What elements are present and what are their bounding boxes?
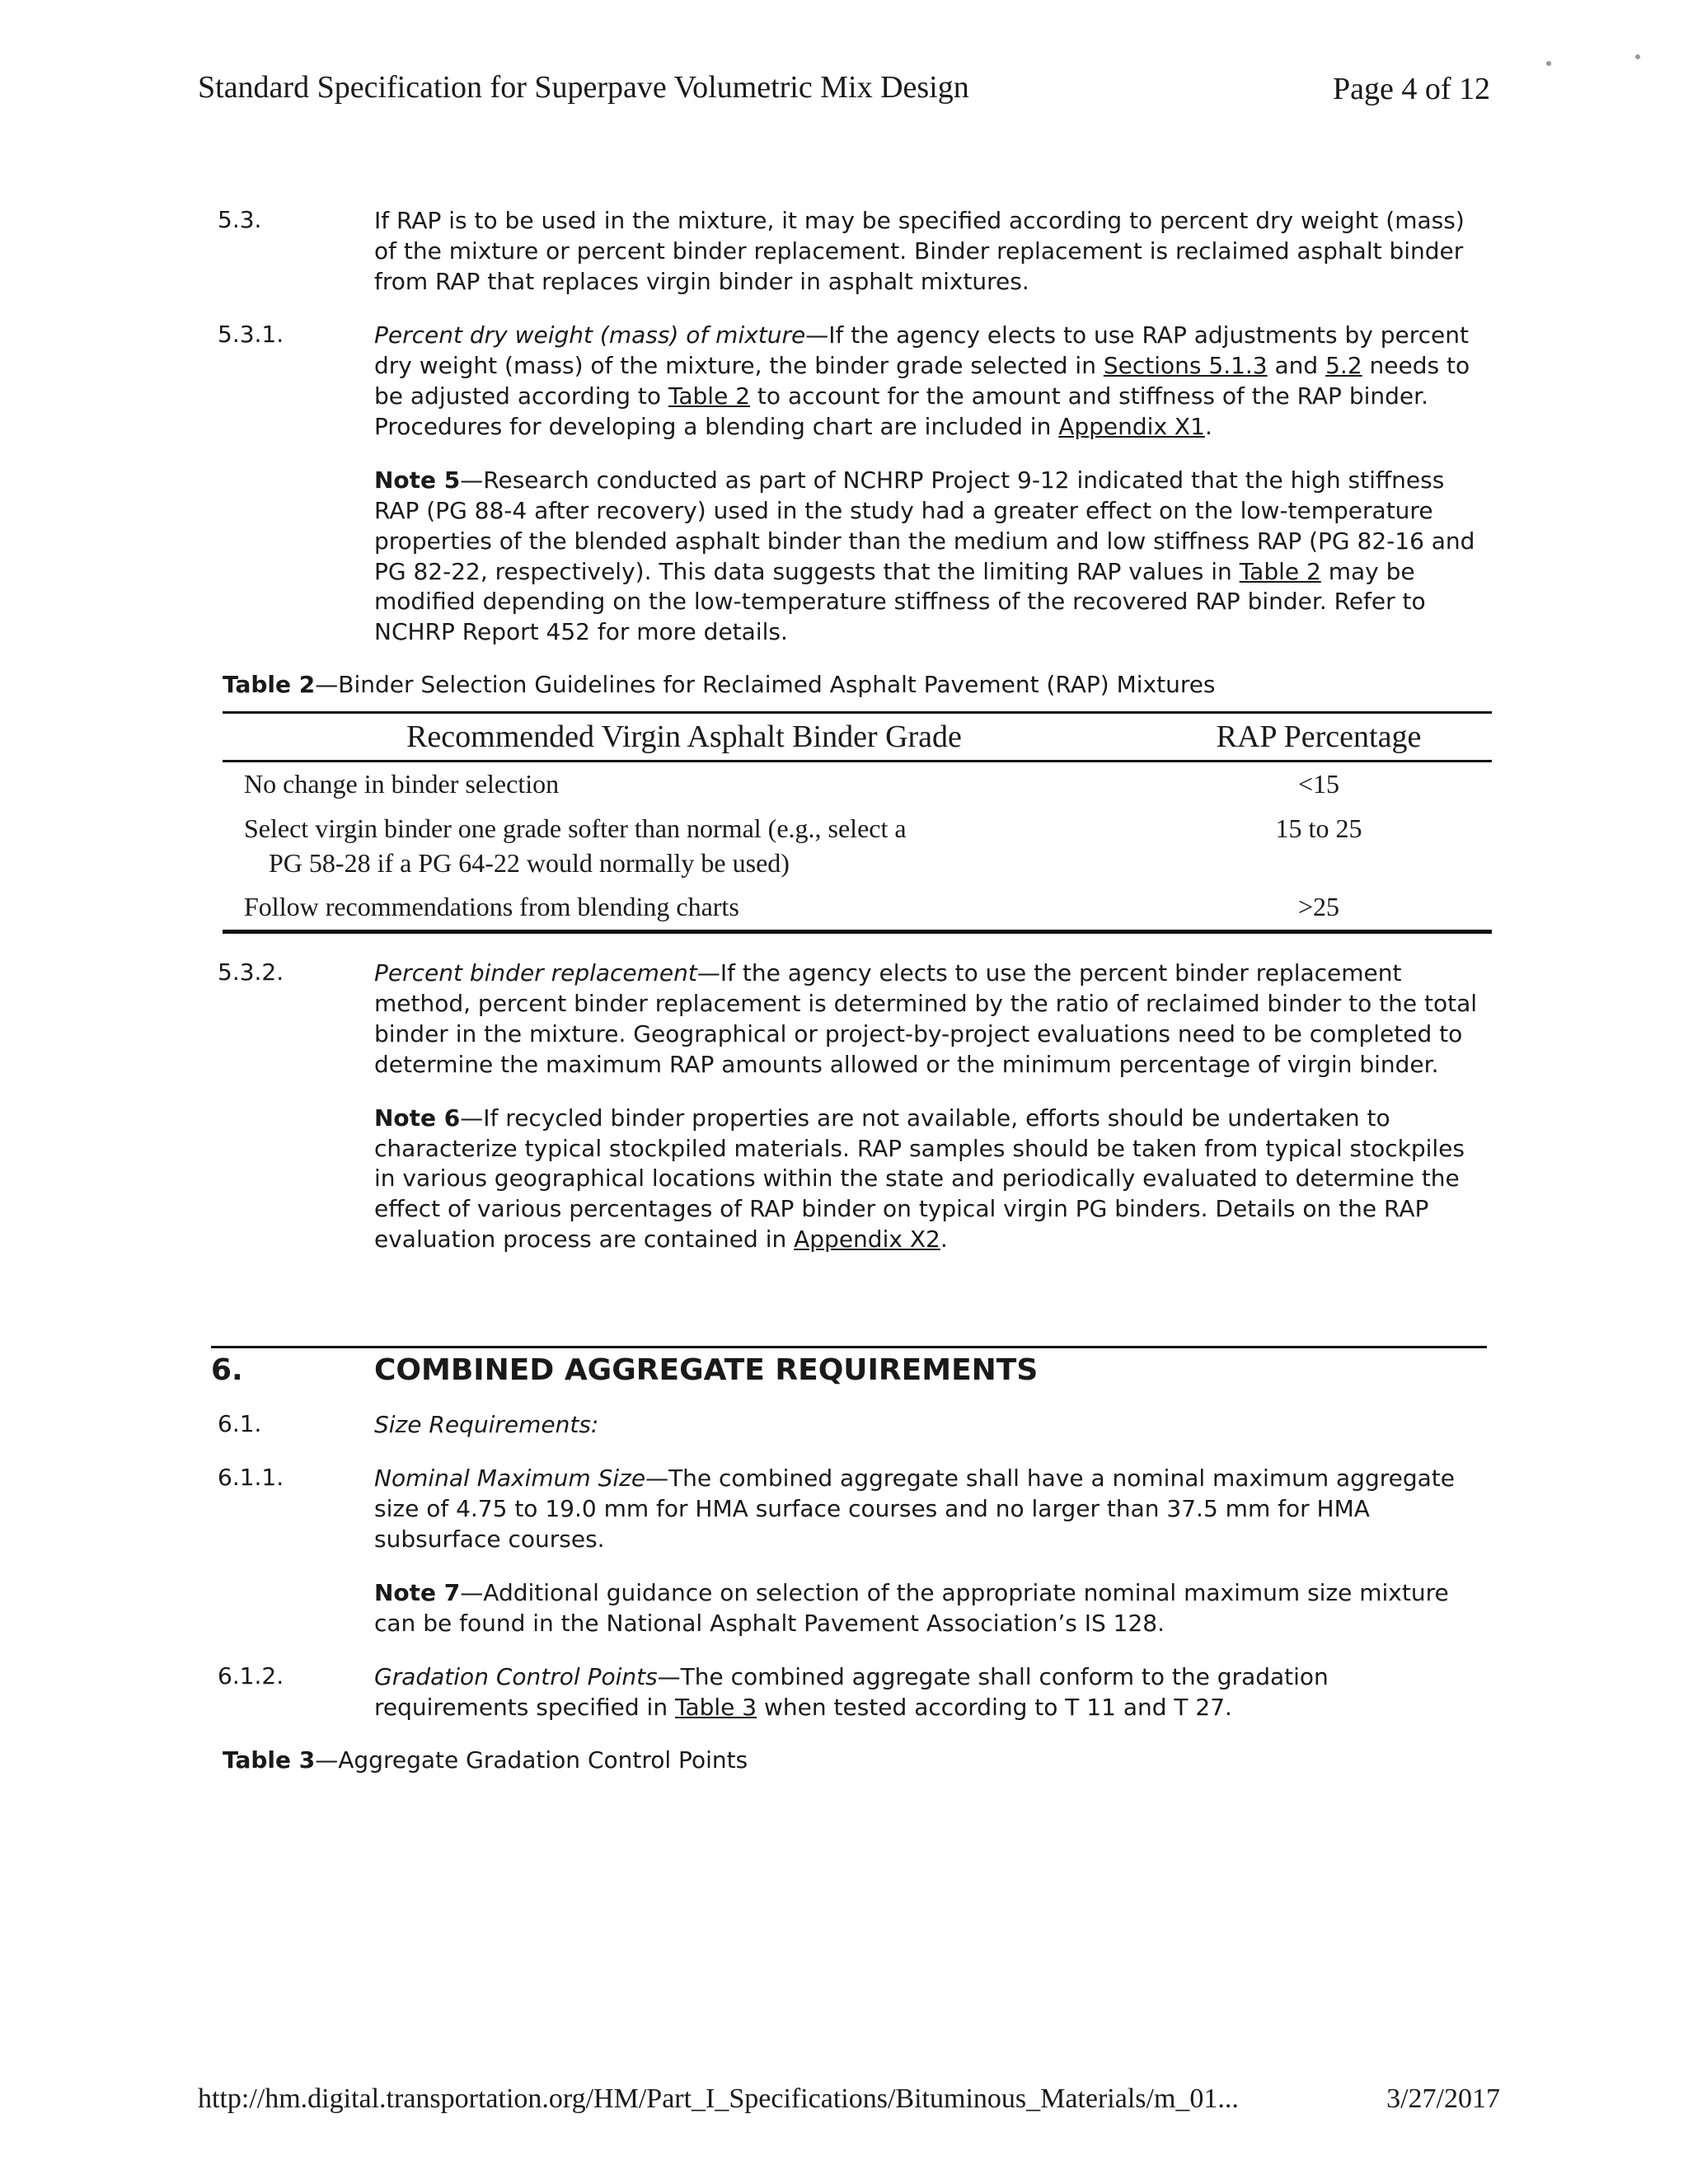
note-label: Note 5 [374, 466, 461, 494]
caption-text: —Binder Selection Guidelines for Reclaimed Asphalt Pavement (RAP) Mixtures [315, 671, 1216, 699]
text-run: and [1267, 351, 1326, 379]
text-run: . [940, 1226, 948, 1254]
cell-rap: >25 [1297, 892, 1340, 922]
section-number: 6.1. [218, 1410, 262, 1438]
cell-rap: 15 to 25 [1275, 813, 1362, 843]
section-title: COMBINED AGGREGATE REQUIREMENTS [374, 1353, 1039, 1388]
table-row [223, 885, 1492, 931]
text-run: when tested according to T 11 and T 27. [757, 1694, 1232, 1722]
binder-selection-table [223, 711, 1492, 933]
link-appendix-x2[interactable]: Appendix X2 [794, 1226, 940, 1254]
note-text [374, 1104, 1487, 1256]
note-label: Note 6 [374, 1104, 461, 1132]
section-number: 6. [211, 1353, 243, 1388]
text-run: —Additional guidance on selection of the appropriate nominal maximum size mixture can be found in the National Asphalt Pavement Association’s IS 128. [374, 1579, 1449, 1638]
link-appendix-x1[interactable]: Appendix X1 [1058, 412, 1205, 440]
section-text [374, 321, 1487, 443]
text-run: needs to be adjusted according to [374, 351, 1470, 410]
text-run: —Research conducted as part of NCHRP Project 9-12 indicated that the high stiffness RAP (PG 88-4 after recovery) used in the study had a greater effect on the low-temperature properties of the blended asphalt binder than the medium and low stiffness RAP (PG 82-16 and PG 82-22, respectively). This data suggests that the limiting RAP values in [374, 466, 1475, 585]
note-7 [218, 1578, 1487, 1639]
note-text [374, 466, 1487, 649]
cell-grade [223, 807, 1146, 885]
cell-grade-line: PG 58-28 if a PG 64-22 would normally be used) [269, 847, 790, 878]
footer-date: 3/27/2017 [1386, 2083, 1500, 2114]
section-text: Size Requirements: [374, 1411, 599, 1439]
section-number: 6.1.1. [218, 1464, 284, 1492]
table-row [223, 807, 1492, 885]
section-lead: Percent dry weight (mass) of mixture [374, 321, 806, 349]
section-number: 6.1.2. [218, 1662, 284, 1690]
link-table-2[interactable]: Table 2 [1239, 557, 1321, 585]
link-section-5-2[interactable]: 5.2 [1325, 351, 1362, 379]
section-5-3 [218, 206, 1487, 298]
scan-speck [1546, 61, 1551, 66]
section-text: If RAP is to be used in the mixture, it may be specified according to percent dry weight (mass) of the mixture or percent binder replacement. Binder replacement is reclaimed asphalt binder from RAP that replaces virgin binder in asphalt mixtures. [374, 207, 1465, 295]
page-number: Page 4 of 12 [1332, 72, 1490, 106]
section-text [374, 1464, 1487, 1555]
section-6-1-1 [218, 1464, 1487, 1555]
section-number: 5.3.2. [218, 958, 284, 986]
table-row [223, 762, 1492, 807]
column-header-grade: Recommended Virgin Asphalt Binder Grade [223, 713, 1146, 762]
link-sections-5-1-3[interactable]: Sections 5.1.3 [1103, 351, 1268, 379]
footer [198, 2083, 1500, 2115]
note-5 [218, 466, 1487, 649]
table-label: Table 2 [223, 671, 316, 699]
section-5-3-2 [218, 958, 1487, 1080]
text-run: to account for the amount and stiffness of the RAP binder. Procedures for developing a blending chart are included in [374, 382, 1428, 440]
text-run: . [1204, 412, 1212, 440]
note-6 [218, 1104, 1487, 1256]
footer-url: http://hm.digital.transportation.org/HM/Part_I_Specifications/Bituminous_Materials/m_01... [198, 2083, 1239, 2114]
caption-text: —Aggregate Gradation Control Points [315, 1746, 748, 1774]
section-number: 5.3.1. [218, 320, 284, 348]
section-lead: Gradation Control Points [374, 1663, 658, 1691]
column-header-rap: RAP Percentage [1146, 713, 1492, 762]
section-6-1 [218, 1410, 1487, 1441]
table-3-caption [223, 1746, 1487, 1774]
table-2-caption [223, 671, 1487, 698]
text-run: —If recycled binder properties are not available, efforts should be undertaken to characterize typical stockpiled materials. RAP samples should be taken from typical stockpiles in various geographical locations within the state and periodically evaluated to determine the effect of various percentages of RAP binder on typical virgin PG binders. Details on the RAP evaluation process are contained in [374, 1104, 1465, 1254]
link-table-3[interactable]: Table 3 [674, 1694, 757, 1722]
header-title: Standard Specification for Superpave Volumetric Mix Design [198, 70, 969, 105]
table-header-row [223, 713, 1492, 762]
section-text [374, 1662, 1487, 1723]
section-6-1-2 [218, 1662, 1487, 1723]
table-label: Table 3 [223, 1746, 316, 1774]
text-run: may be modified depending on the low-temperature stiffness of the recovered RAP binder. Refer to NCHRP Report 452 for more details. [374, 557, 1426, 646]
cell-rap: <15 [1297, 769, 1340, 799]
cell-grade-line: Select virgin binder one grade softer than normal (e.g., select a [244, 813, 907, 843]
section-number: 5.3. [218, 206, 262, 233]
text-run: —If the agency elects to use the percent binder replacement method, percent binder replacement is determined by the ratio of reclaimed binder to the total binder in the mixture. Geographical or project-by-project evaluations need to be completed to determine the maximum RAP amounts allowed or the minimum percentage of virgin binder. [374, 958, 1478, 1078]
page-content [211, 206, 1487, 1787]
text-run: —The combined aggregate shall conform to the gradation requirements specified in [374, 1663, 1329, 1722]
section-text [374, 958, 1487, 1080]
text-run: —The combined aggregate shall have a nominal maximum aggregate size of 4.75 to 19.0 mm for HMA surface courses and no larger than 37.5 mm for HMA subsurface courses. [374, 1465, 1455, 1554]
section-lead: Percent binder replacement [374, 958, 697, 987]
section-5-3-1 [218, 321, 1487, 443]
cell-grade: Follow recommendations from blending charts [244, 892, 739, 922]
scan-speck [1635, 54, 1640, 59]
section-6-heading [211, 1346, 1487, 1387]
note-label: Note 7 [374, 1579, 461, 1607]
section-lead: Nominal Maximum Size [374, 1465, 646, 1493]
cell-grade: No change in binder selection [244, 769, 560, 799]
text-run: —If the agency elects to use RAP adjustments by percent dry weight (mass) of the mixture, the binder grade selected in [374, 321, 1469, 379]
link-table-2[interactable]: Table 2 [668, 382, 751, 410]
note-text [374, 1578, 1487, 1639]
